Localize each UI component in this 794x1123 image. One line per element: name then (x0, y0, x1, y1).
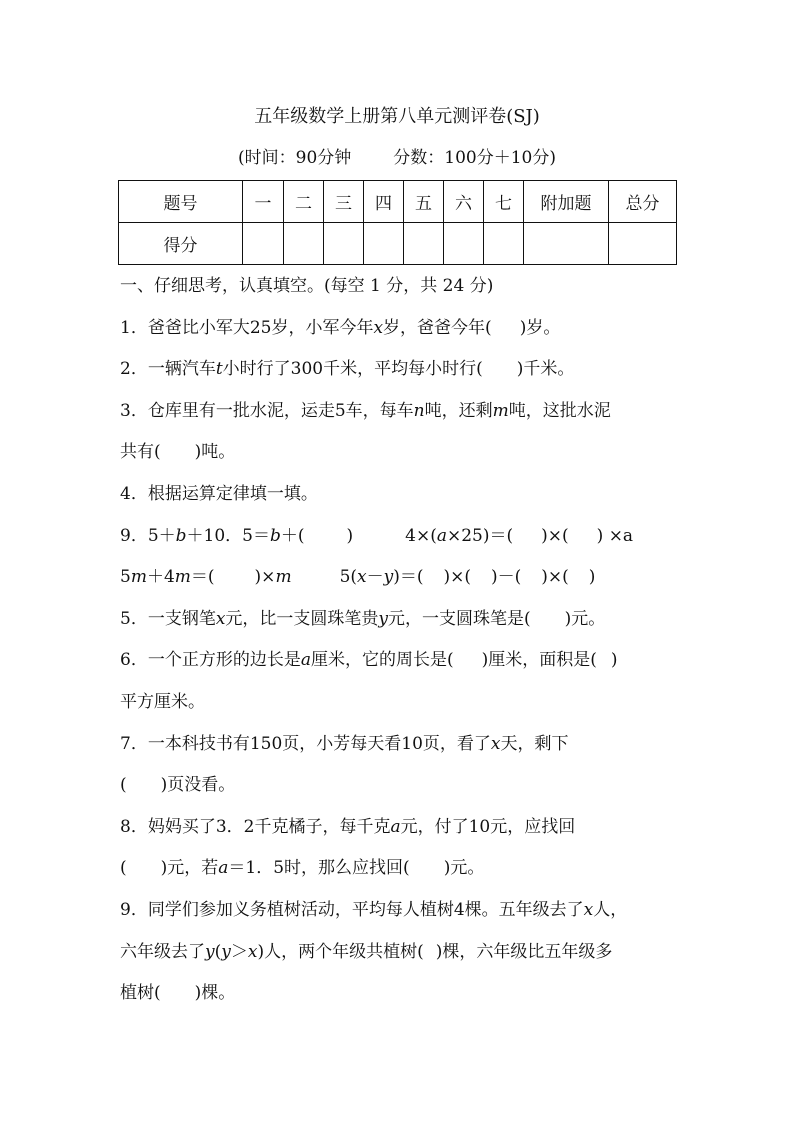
col-header: 总分 (609, 181, 677, 223)
question-8-cont: ( )元，若a＝1．5时，那么应找回( )元。 (120, 858, 485, 879)
question-4-row-1: 9．5＋b＋10．5＝b＋( ) 4×(a×25)＝( )×( ) ×a (120, 525, 634, 546)
question-7-cont: ( )页没看。 (120, 775, 236, 796)
row-label: 得分 (119, 223, 243, 265)
page-subtitle (0, 145, 794, 171)
question-9-cont-2: 植树( )棵。 (120, 983, 236, 1004)
question-9: 9．同学们参加义务植树活动，平均每人植树4棵。五年级去了x人， (120, 899, 628, 920)
question-3: 3．仓库里有一批水泥，运走5车，每车n吨，还剩m吨，这批水泥 (120, 400, 611, 421)
score-cell[interactable] (404, 223, 444, 265)
score-cell[interactable] (243, 223, 284, 265)
score-table (118, 180, 677, 265)
col-header: 六 (444, 181, 484, 223)
question-7: 7．一本科技书有150页，小芳每天看10页，看了x天，剩下 (120, 733, 569, 754)
score-table-header-row (119, 181, 677, 223)
section-heading: 一、仔细思考，认真填空。(每空 1 分，共 24 分) (120, 276, 494, 296)
score-cell[interactable] (609, 223, 677, 265)
col-header: 附加题 (524, 181, 609, 223)
question-list (120, 266, 680, 1015)
question-2: 2．一辆汽车t小时行了300千米，平均每小时行( )千米。 (120, 359, 575, 380)
question-4: 4．根据运算定律填一填。 (120, 483, 318, 504)
col-header: 一 (243, 181, 284, 223)
col-header: 四 (364, 181, 404, 223)
score-cell[interactable] (324, 223, 364, 265)
question-1: 1．爸爸比小军大25岁，小军今年x岁，爸爸今年( )岁。 (120, 317, 561, 338)
question-5: 5．一支钢笔x元，比一支圆珠笔贵y元，一支圆珠笔是( )元。 (120, 608, 606, 629)
col-header: 二 (284, 181, 324, 223)
question-3-cont: 共有( )吨。 (120, 442, 236, 463)
score-cell[interactable] (284, 223, 324, 265)
score-cell[interactable] (364, 223, 404, 265)
question-4-row-2: 5m＋4m＝( )×m 5(x－y)＝( )×( )－( )×( ) (120, 567, 596, 588)
score-cell[interactable] (524, 223, 609, 265)
score-cell[interactable] (444, 223, 484, 265)
header-label: 题号 (119, 181, 243, 223)
exam-time: (时间：90分钟 (238, 148, 352, 168)
question-8: 8．妈妈买了3．2千克橘子，每千克a元，付了10元，应找回 (120, 816, 576, 837)
question-6-cont: 平方厘米。 (120, 691, 205, 712)
col-header: 五 (404, 181, 444, 223)
exam-score: 分数：100分＋10分) (393, 148, 556, 168)
question-6: 6．一个正方形的边长是a厘米，它的周长是( )厘米，面积是( ) (120, 650, 618, 671)
page-title: 五年级数学上册第八单元测评卷(SJ) (254, 106, 540, 127)
score-table-score-row (119, 223, 677, 265)
col-header: 三 (324, 181, 364, 223)
question-9-cont: 六年级去了y(y＞x)人，两个年级共植树( )棵，六年级比五年级多 (120, 941, 613, 962)
score-cell[interactable] (484, 223, 524, 265)
col-header: 七 (484, 181, 524, 223)
